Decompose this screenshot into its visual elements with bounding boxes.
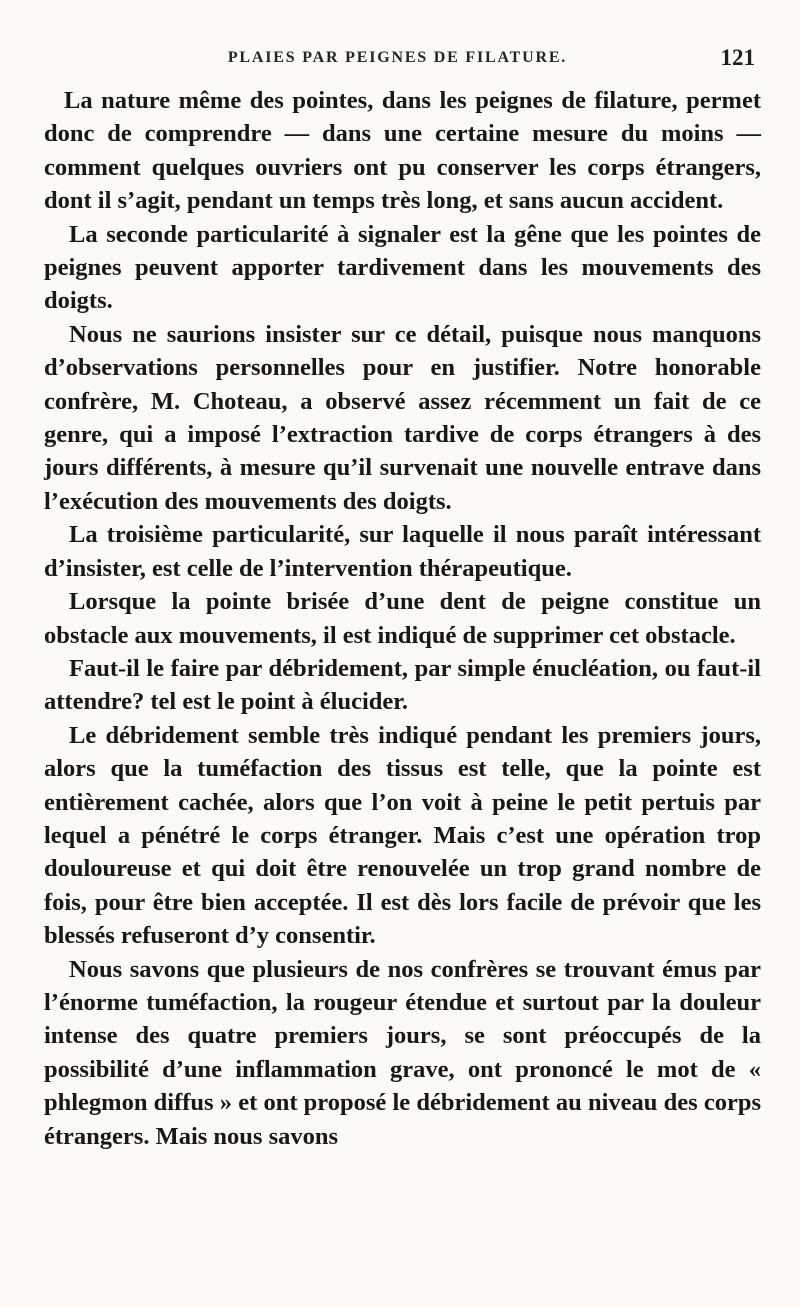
paragraph: Nous ne saurions insister sur ce détail, puisque nous manquons d’observations personnelles pour en justifier. Notre honorable confrère, M. Choteau, a observé assez récemment un fait de ce genre, qui a imposé l’extraction tardive de corps étrangers à des jours différents, à mesure qu’il survenait une nouvelle entrave dans l’exécution des mouvements des doigts. (44, 320, 761, 515)
page-number: 121 (720, 45, 755, 70)
paragraph: La nature même des pointes, dans les peignes de filature, permet donc de comprendre — dans une certaine mesure du moins — comment quelques ouvriers ont pu conserver les corps étrangers, dont il s’agit, pendant un temps très long, et sans aucun accident. (44, 87, 761, 215)
paragraph: La troisième particularité, sur laquelle il nous paraît intéressant d’insister, est celle de l’intervention thérapeutique. (44, 521, 761, 582)
running-title: PLAIES PAR PEIGNES DE FILATURE. (227, 49, 568, 66)
body-text (44, 84, 761, 1153)
paragraph: Lorsque la pointe brisée d’une dent de peigne constitue un obstacle aux mouvements, il est indiqué de supprimer cet obstacle. (44, 588, 761, 649)
paragraph: Nous savons que plusieurs de nos confrères se trouvant émus par l’énorme tuméfaction, la rougeur étendue et surtout par la douleur intense des quatre premiers jours, se sont préoccupés de la possibilité d’une inflammation grave, ont prononcé le mot de « phlegmon diffus » et ont proposé le débridement au niveau des corps étrangers. Mais nous savons (44, 955, 761, 1150)
paragraph: Faut-il le faire par débridement, par simple énucléation, ou faut-il attendre? tel est le point à élucider. (44, 654, 761, 716)
running-header (40, 45, 755, 75)
paragraph: Le débridement semble très indiqué pendant les premiers jours, alors que la tuméfaction des tissus est telle, que la pointe est entièrement cachée, alors que l’on voit à peine le petit pertuis par lequel a pénétré le corps étranger. Mais c’est une opération trop douloureuse et qui doit être renouvelée un trop grand nombre de fois, pour être bien acceptée. Il est dès lors facile de prévoir que les blessés refuseront d’y consentir. (44, 721, 761, 950)
paragraph: La seconde particularité à signaler est la gêne que les pointes de peignes peuvent apporter tardivement dans les mouvements des doigts. (44, 220, 761, 315)
